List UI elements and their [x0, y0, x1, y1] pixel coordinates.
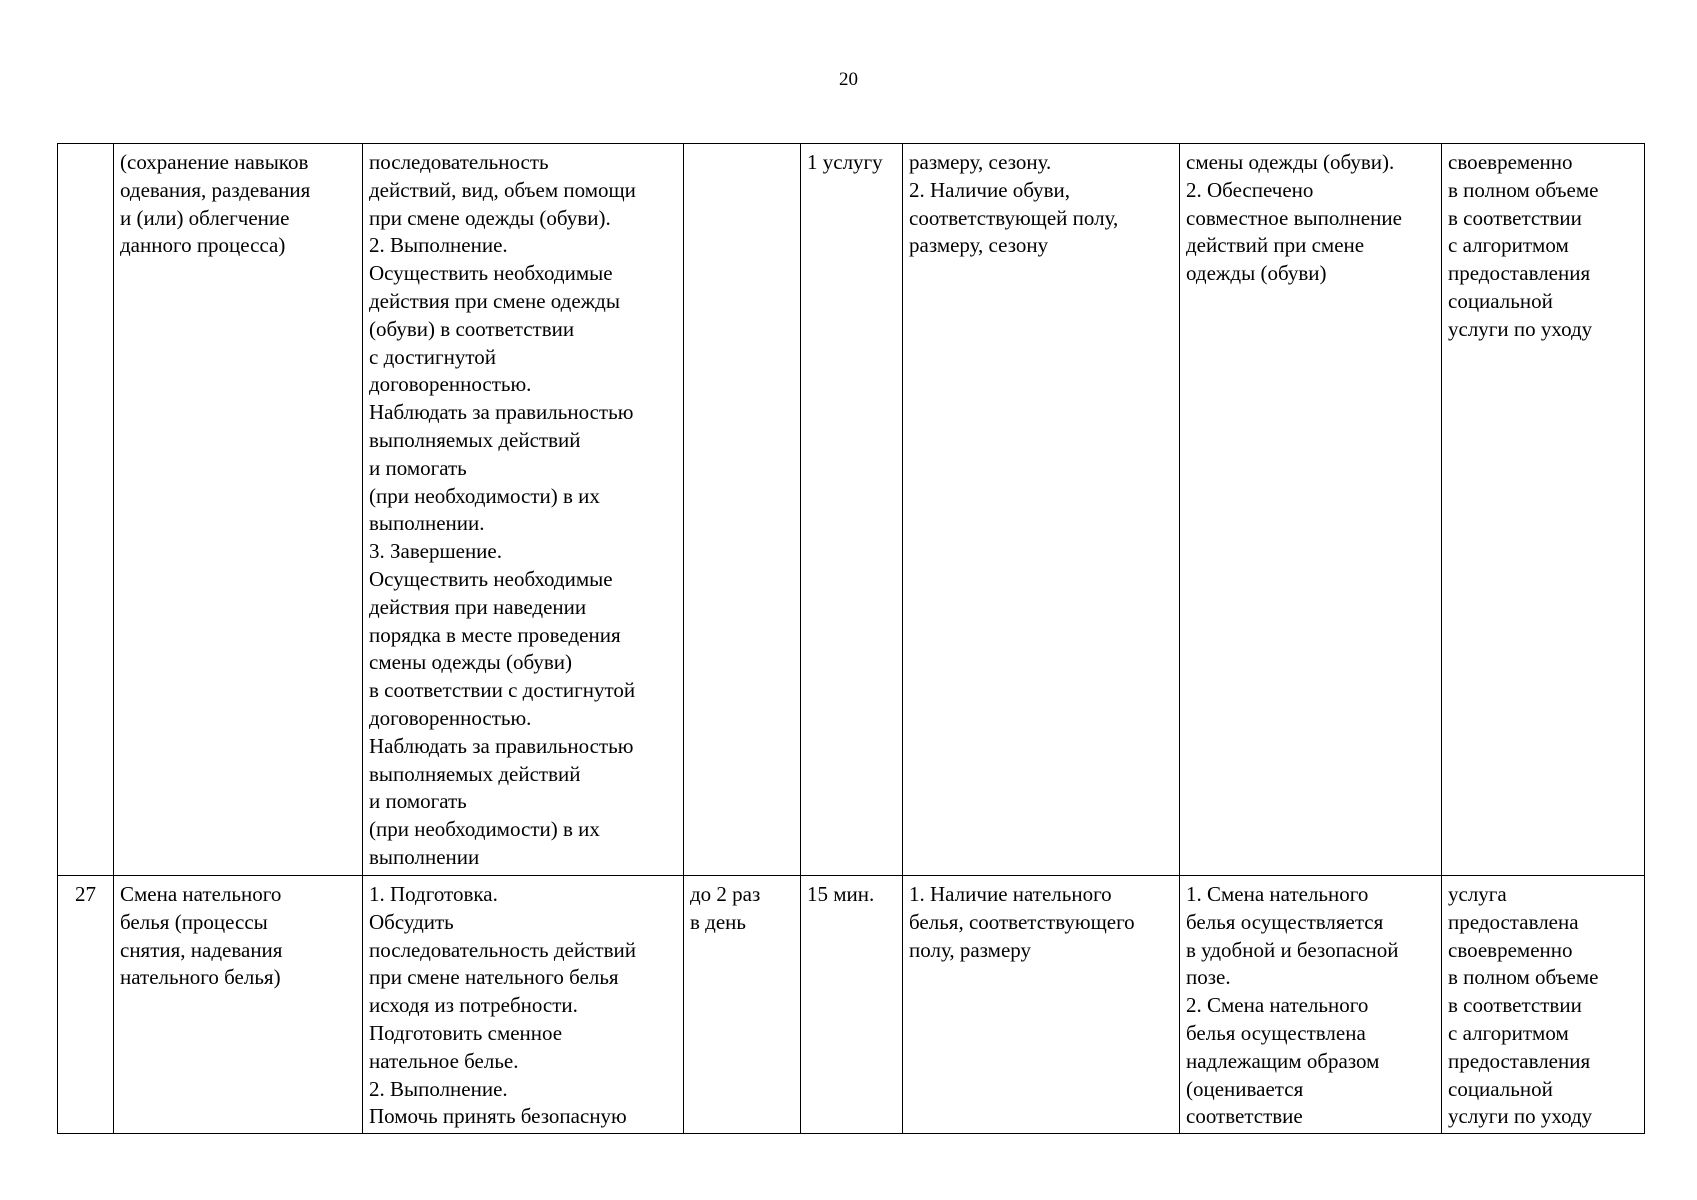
services-table [57, 143, 1645, 1134]
cell-text-line: договоренностью. [369, 705, 532, 730]
service-number-cell [58, 144, 114, 876]
service-result-cell [1442, 876, 1645, 1134]
cell-text-line: Смена нательного [120, 882, 282, 906]
cell-text-line: услуги по уходу [1448, 1104, 1593, 1129]
service-name-cell [114, 144, 363, 876]
cell-text-line: 15 мин. [807, 882, 875, 906]
cell-text-line: до 2 раз [690, 882, 761, 906]
service-number-cell [58, 876, 114, 1134]
cell-text-line: Осуществить необходимые [369, 566, 613, 591]
cell-text-line: 2. Обеспечено [1186, 177, 1314, 202]
cell-text-line: предоставления [1448, 261, 1591, 286]
cell-text-line: в полном объеме [1448, 965, 1599, 990]
cell-text-line: с достигнутой [369, 344, 497, 369]
cell-text-line: 2. Наличие обуви, [909, 177, 1071, 202]
cell-text-line: (оценивается [1186, 1076, 1304, 1101]
service-conditions-cell [903, 876, 1180, 1134]
cell-text-line: (при необходимости) в их [369, 817, 600, 842]
cell-text-line: надлежащим образом [1186, 1048, 1380, 1073]
cell-text-line: размеру, сезону. [909, 150, 1052, 174]
cell-text-line: Подготовить сменное [369, 1020, 563, 1045]
cell-text-line: смены одежды (обуви) [369, 650, 573, 675]
cell-text-line: данного процесса) [120, 233, 286, 258]
cell-text-line: белья осуществлена [1186, 1020, 1366, 1045]
cell-text-line: нательное белье. [369, 1048, 519, 1073]
cell-text-line: услуга [1448, 882, 1507, 906]
service-frequency-cell [684, 144, 801, 876]
cell-text-line: Наблюдать за правильностью [369, 733, 634, 758]
cell-text-line: в полном объеме [1448, 177, 1599, 202]
cell-text-line: социальной [1448, 1076, 1553, 1101]
cell-text-line: исходя из потребности. [369, 993, 578, 1018]
cell-text-line: 3. Завершение. [369, 539, 502, 564]
table-row [58, 876, 1645, 1134]
cell-text-line: 1. Наличие нательного [909, 882, 1112, 906]
cell-text-line: своевременно [1448, 150, 1573, 174]
cell-text-line: предоставления [1448, 1048, 1591, 1073]
service-content-cell [363, 876, 684, 1134]
cell-text-line: (при необходимости) в их [369, 483, 600, 508]
cell-text-line: 2. Выполнение. [369, 233, 508, 258]
cell-text-line: действий, вид, объем помощи [369, 177, 636, 202]
cell-text-line: порядка в месте проведения [369, 622, 621, 647]
cell-text-line: при смене нательного белья [369, 965, 619, 990]
cell-text-line: выполнении [369, 844, 480, 869]
cell-text-line: 1. Подготовка. [369, 882, 498, 906]
cell-text-line: в соответствии с достигнутой [369, 678, 636, 703]
quality-indicators-cell [1180, 144, 1442, 876]
cell-text-line: последовательность [369, 150, 549, 174]
cell-text-line: предоставлена [1448, 909, 1579, 934]
cell-text-line: Осуществить необходимые [369, 261, 613, 286]
cell-text-line: услуги по уходу [1448, 316, 1593, 341]
service-result-cell [1442, 144, 1645, 876]
cell-text-line: 2. Смена нательного [1186, 993, 1369, 1018]
cell-text-line: действия при смене одежды [369, 288, 620, 313]
cell-text-line: выполнении. [369, 511, 485, 536]
cell-text-line: нательного белья) [120, 965, 281, 990]
cell-text-line: действия при наведении [369, 594, 587, 619]
cell-text-line: 1. Смена нательного [1186, 882, 1369, 906]
quality-indicators-cell [1180, 876, 1442, 1134]
cell-text-line: Наблюдать за правильностью [369, 400, 634, 425]
cell-text-line: смены одежды (обуви). [1186, 150, 1395, 174]
cell-text-line: своевременно [1448, 937, 1573, 962]
table-row [58, 144, 1645, 876]
cell-text-line: договоренностью. [369, 372, 532, 397]
cell-text-line: 1 услугу [807, 150, 883, 174]
cell-text-line: снятия, надевания [120, 937, 283, 962]
cell-text-line: полу, размеру [909, 937, 1031, 962]
cell-text-line: и помогать [369, 789, 467, 814]
service-conditions-cell [903, 144, 1180, 876]
cell-text-line: в соответствии [1448, 993, 1582, 1018]
cell-text-line: с алгоритмом [1448, 233, 1569, 258]
cell-text-line: 2. Выполнение. [369, 1076, 508, 1101]
cell-text-line: размеру, сезону [909, 233, 1049, 258]
cell-text-line: 27 [75, 882, 96, 906]
cell-text-line: с алгоритмом [1448, 1020, 1569, 1045]
cell-text-line: одевания, раздевания [120, 177, 311, 202]
service-name-cell [114, 876, 363, 1134]
service-time-cell [801, 876, 903, 1134]
cell-text-line: и помогать [369, 455, 467, 480]
page-number: 20 [839, 69, 858, 90]
cell-text-line: (сохранение навыков [120, 150, 309, 174]
cell-text-line: соответствие [1186, 1104, 1303, 1129]
cell-text-line: совместное выполнение [1186, 205, 1402, 230]
service-time-cell [801, 144, 903, 876]
cell-text-line: в удобной и безопасной [1186, 937, 1399, 962]
service-frequency-cell [684, 876, 801, 1134]
cell-text-line: одежды (обуви) [1186, 261, 1327, 286]
cell-text-line: белья, соответствующего [909, 909, 1135, 934]
cell-text-line: соответствующей полу, [909, 205, 1119, 230]
cell-text-line: последовательность действий [369, 937, 636, 962]
service-content-cell [363, 144, 684, 876]
cell-text-line: Помочь принять безопасную [369, 1104, 627, 1129]
cell-text-line: социальной [1448, 288, 1553, 313]
cell-text-line: позе. [1186, 965, 1231, 990]
cell-text-line: белья осуществляется [1186, 909, 1384, 934]
cell-text-line: (обуви) в соответствии [369, 316, 575, 341]
cell-text-line: в день [690, 909, 746, 934]
cell-text-line: при смене одежды (обуви). [369, 205, 611, 230]
cell-text-line: выполняемых действий [369, 761, 581, 786]
cell-text-line: выполняемых действий [369, 427, 581, 452]
cell-text-line: в соответствии [1448, 205, 1582, 230]
cell-text-line: и (или) облегчение [120, 205, 290, 230]
cell-text-line: действий при смене [1186, 233, 1365, 258]
cell-text-line: белья (процессы [120, 909, 268, 934]
cell-text-line: Обсудить [369, 909, 454, 934]
